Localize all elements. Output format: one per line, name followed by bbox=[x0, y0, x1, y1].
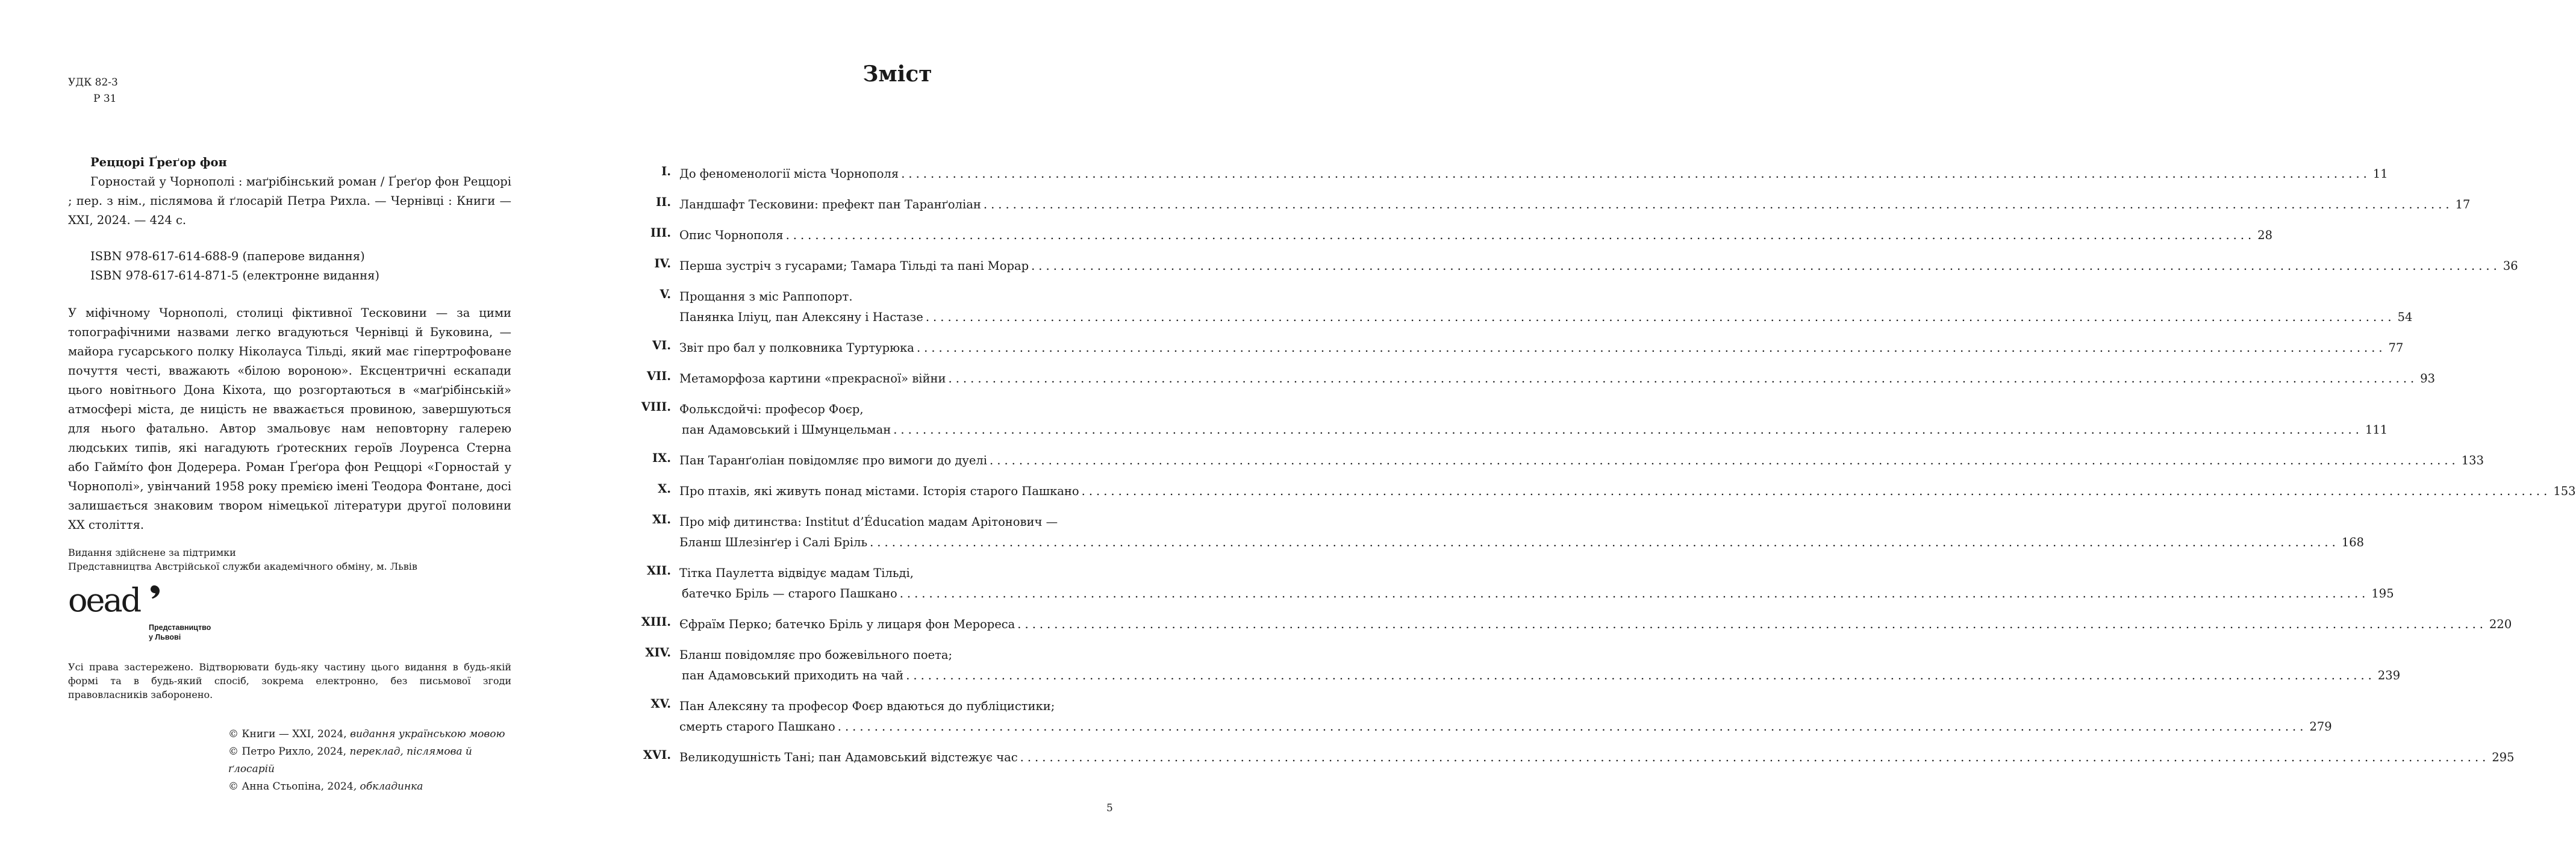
toc-chapter-number: XI. bbox=[652, 513, 671, 526]
toc-leader: ........................................................................................................................................................................................................ bbox=[1081, 484, 2551, 498]
toc-chapter-number: XV. bbox=[650, 697, 671, 711]
copyright-line bbox=[228, 726, 511, 743]
toc-chapter-title: Звіт про бал у полковника Туртурюка bbox=[679, 341, 914, 355]
toc-leader: ........................................................................................................................................................................................................ bbox=[901, 167, 2371, 181]
toc-leader: ........................................................................................................................................................................................................ bbox=[990, 453, 2459, 467]
toc-chapter-number: I. bbox=[661, 164, 671, 178]
toc-leader: ........................................................................................................................................................................................................ bbox=[870, 535, 2339, 549]
toc-page-number: 11 bbox=[2372, 167, 2388, 181]
bibliographic-record bbox=[68, 153, 511, 230]
toc-chapter-title: Пан Таранґоліан повідомляє про вимоги до дуелі bbox=[679, 453, 988, 467]
toc-leader: ........................................................................................................................................................................................................ bbox=[785, 228, 2256, 242]
toc-chapter-title-cont: Панянка Іліуц, пан Алексяну і Настазе bbox=[679, 310, 923, 324]
toc-page-number: 153 bbox=[2553, 484, 2576, 498]
toc-chapter-title: Бланш повідомляє про божевільного поета; bbox=[679, 648, 953, 662]
toc-chapter-title-cont: пан Адамовський і Шмунцельман bbox=[682, 423, 891, 437]
toc-page-number: 36 bbox=[2503, 259, 2518, 273]
toc-chapter-number: III. bbox=[650, 226, 671, 240]
toc-leader: ........................................................................................................................................................................................................ bbox=[983, 198, 2453, 211]
toc-page-number: 93 bbox=[2420, 372, 2436, 385]
toc-page-number: 17 bbox=[2455, 198, 2471, 211]
toc-chapter-number: VII. bbox=[646, 369, 671, 383]
logo-subtitle bbox=[149, 623, 211, 642]
copyright-line bbox=[228, 778, 511, 796]
logo-subtitle-line-2: у Львові bbox=[149, 633, 181, 641]
toc-chapter-number: XIII. bbox=[641, 615, 671, 629]
toc-page-number: 133 bbox=[2461, 453, 2484, 467]
toc-chapter-title: До феноменології міста Чорнополя bbox=[679, 167, 899, 181]
copyright-role: переклад, післямова й ґлосарій bbox=[228, 746, 472, 775]
logo-subtitle-line-1: Представництво bbox=[149, 623, 211, 632]
toc-page-number: 239 bbox=[2377, 669, 2401, 682]
copyright-holder: © Петро Рихло, 2024, bbox=[228, 746, 350, 758]
isbn-electronic: ISBN 978-617-614-871-5 (електронне видання) bbox=[90, 269, 380, 282]
toc-leader: ........................................................................................................................................................................................................ bbox=[1031, 259, 2501, 273]
toc-leader: ........................................................................................................................................................................................................ bbox=[906, 669, 2375, 682]
toc-page-number: 28 bbox=[2257, 228, 2273, 242]
toc-chapter-number: VI. bbox=[652, 338, 671, 352]
page-number: 5 bbox=[1106, 802, 1113, 814]
toc-page-number: 220 bbox=[2489, 617, 2512, 631]
toc-page-number: 195 bbox=[2371, 587, 2394, 600]
toc-page-number: 279 bbox=[2309, 720, 2332, 734]
classification-block bbox=[68, 75, 118, 107]
isbn-block bbox=[90, 247, 379, 285]
copyright-line bbox=[228, 743, 511, 778]
copyright-holder: © Книги — ХХІ, 2024, bbox=[228, 728, 351, 740]
toc-page-number: 295 bbox=[2492, 750, 2515, 764]
oead-logo bbox=[68, 581, 231, 641]
isbn-print: ISBN 978-617-614-688-9 (паперове видання) bbox=[90, 249, 365, 263]
toc-chapter-title: Перша зустріч з гусарами; Тамара Тільді та пані Морар bbox=[679, 259, 1029, 273]
support-line-2: Представництва Австрійської служби академічного обміну, м. Львів bbox=[68, 561, 417, 572]
bibliographic-description: Горностай у Чорнополі : маґрібінський роман / Ґреґор фон Реццорі ; пер. з нім., післямова й ґлосарій Петра Рихла. — Чернівці : Книги — ХХІ, 2024. — 424 с. bbox=[68, 175, 511, 227]
toc-leader: ........................................................................................................................................................................................................ bbox=[916, 341, 2386, 355]
support-line-1: Видання здійснене за підтримки bbox=[68, 547, 236, 558]
toc-page-number: 168 bbox=[2341, 535, 2365, 549]
toc-leader: ........................................................................................................................................................................................................ bbox=[893, 423, 2363, 437]
toc-chapter-title: Єфраїм Перко; батечко Бріль у лицаря фон Мерореса bbox=[679, 617, 1015, 631]
toc-leader: ........................................................................................................................................................................................................ bbox=[837, 720, 2307, 734]
support-note bbox=[68, 546, 417, 573]
toc-page-number: 54 bbox=[2397, 310, 2413, 324]
toc-leader: ........................................................................................................................................................................................................ bbox=[948, 372, 2418, 385]
toc-chapter-number: II. bbox=[655, 195, 671, 209]
udk-code: УДК 82-3 bbox=[68, 76, 118, 89]
toc-chapter-number: VIII. bbox=[641, 400, 671, 414]
toc-chapter-title: Про птахів, які живуть понад містами. Історія старого Пашкано bbox=[679, 484, 1079, 498]
toc-page-number: 77 bbox=[2388, 341, 2404, 355]
toc-chapter-number: V. bbox=[660, 287, 671, 301]
toc-chapter-title-cont: батечко Бріль — старого Пашкано bbox=[682, 587, 897, 600]
toc-chapter-title: Фольксдойчі: професор Фоєр, bbox=[679, 402, 864, 416]
oead-logo-mark: oead bbox=[68, 581, 140, 619]
toc-leader: ........................................................................................................................................................................................................ bbox=[1017, 617, 2487, 631]
toc-chapter-number: IX. bbox=[652, 451, 671, 465]
toc-chapter-number: IV. bbox=[654, 257, 671, 270]
toc-leader: ........................................................................................................................................................................................................ bbox=[899, 587, 2369, 600]
toc-chapter-title: Метаморфоза картини «прекрасної» війни bbox=[679, 372, 946, 385]
toc-chapter-number: XII. bbox=[646, 564, 671, 578]
author-index: Р 31 bbox=[93, 93, 117, 105]
toc-chapter-title: Ландшафт Тесковини: префект пан Таранґоліан bbox=[679, 198, 981, 211]
toc-chapter-number: X. bbox=[658, 482, 671, 496]
toc-chapter-title-cont: Бланш Шлезінґер і Салі Бріль bbox=[679, 535, 868, 549]
toc-chapter-title: Прощання з міс Раппопорт. bbox=[679, 290, 853, 304]
toc-chapter-title: Про міф дитинства: Institut d’Éducation мадам Арітонович — bbox=[679, 515, 1058, 529]
toc-title: Зміст bbox=[862, 61, 932, 87]
copyright-role: видання українською мовою bbox=[350, 728, 505, 740]
author-heading: Реццорі Ґреґор фон bbox=[90, 155, 227, 169]
annotation: У міфічному Чорнополі, столиці фіктивної Тесковини — за цими топографічними назвами легко вгадуються Чернівці й Буковина, — майора гусарського полку Ніколауса Тільді, який має гіпертрофоване почуття честі, вважають «білою вороною». Ексцентричні ескапади цього новітнього Дона Кіхота, що розгортаються в «маґрібінській» атмосфері міста, де ницість не вважається провиною, завершуються для нього фатально. Автор змальовує нам неповторну галерею людських типів, які нагадують ґротескних героїв Лоуренса Стерна або Гаймíто фон Додерера. Роман Ґреґора фон Реццорі «Горностай у Чорнополі», увінчаний 1958 року премією імені Теодора Фонтане, досі залишається знаковим твором німецької літератури другої половини ХХ століття. bbox=[68, 306, 511, 532]
toc-leader: ........................................................................................................................................................................................................ bbox=[925, 310, 2395, 324]
copyright-role: , обкладинка bbox=[353, 781, 423, 793]
toc-chapter-title: Опис Чорнополя bbox=[679, 228, 784, 242]
toc-leader: ........................................................................................................................................................................................................ bbox=[1020, 750, 2490, 764]
toc-chapter-title: Великодушність Тані; пан Адамовський відстежує час bbox=[679, 750, 1018, 764]
toc-chapter-title: Тітка Паулетта відвідує мадам Тільді, bbox=[679, 566, 914, 580]
toc-chapter-title-cont: смерть старого Пашкано bbox=[679, 720, 835, 734]
toc-chapter-number: XIV. bbox=[645, 646, 671, 659]
copyright-holder: © Анна Стьопіна, 2024 bbox=[228, 781, 354, 793]
toc-chapter-title: Пан Алексяну та професор Фоєр вдаються до публіцистики; bbox=[679, 699, 1055, 713]
rights-notice: Усі права застережено. Відтворювати будь-яку частину цього видання в будь-якій формі та в будь-який спосіб, зокрема електронно, без письмової згоди правовласників заборонено. bbox=[68, 661, 511, 700]
logo-comma-icon bbox=[149, 585, 160, 599]
toc-chapter-title-cont: пан Адамовський приходить на чай bbox=[682, 669, 904, 682]
toc-chapter-number: XVI. bbox=[643, 748, 671, 762]
copyright-block bbox=[228, 726, 511, 796]
toc-page-number: 111 bbox=[2365, 423, 2388, 437]
